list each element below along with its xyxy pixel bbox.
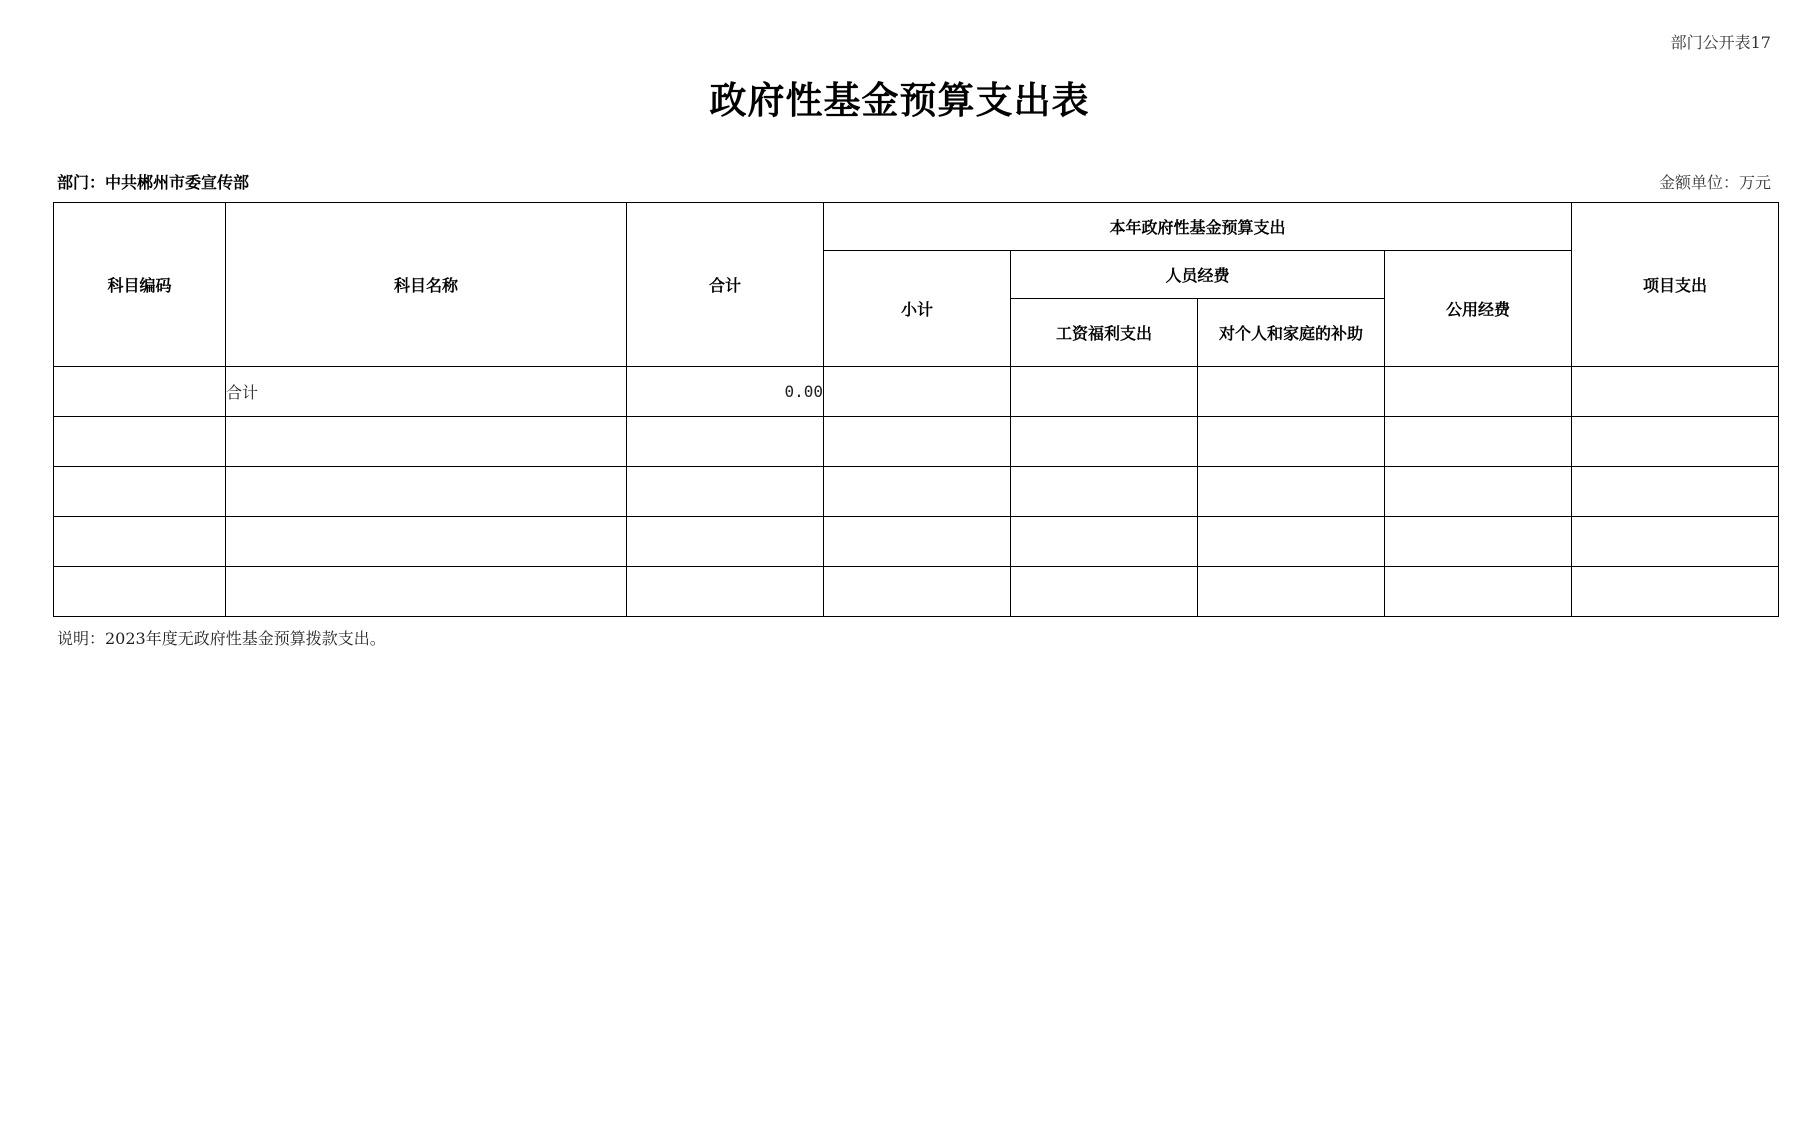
cell-code xyxy=(54,467,226,517)
cell-project xyxy=(1572,567,1779,617)
cell-subsidy xyxy=(1198,417,1385,467)
table-row xyxy=(54,367,1779,417)
cell-subtotal xyxy=(824,417,1011,467)
cell-salary xyxy=(1011,567,1198,617)
page-title: 政府性基金预算支出表 xyxy=(709,78,1090,122)
cell-project xyxy=(1572,467,1779,517)
cell-total xyxy=(627,567,824,617)
header-subtotal: 小计 xyxy=(824,251,1011,367)
header-public-expenses: 公用经费 xyxy=(1385,251,1572,367)
table-row xyxy=(54,417,1779,467)
cell-public xyxy=(1385,567,1572,617)
cell-public xyxy=(1385,367,1572,417)
budget-expenditure-table xyxy=(53,202,1779,617)
cell-total xyxy=(627,467,824,517)
cell-name xyxy=(226,517,627,567)
amount-unit-label: 金额单位：万元 xyxy=(1658,173,1771,192)
cell-public xyxy=(1385,417,1572,467)
footnote: 说明：2023年度无政府性基金预算拨款支出。 xyxy=(57,629,386,648)
cell-project xyxy=(1572,367,1779,417)
header-personnel-expenses: 人员经费 xyxy=(1011,251,1385,299)
cell-name xyxy=(226,567,627,617)
cell-salary xyxy=(1011,517,1198,567)
cell-subsidy xyxy=(1198,467,1385,517)
department-label: 部门：中共郴州市委宣传部 xyxy=(57,173,250,192)
cell-project xyxy=(1572,517,1779,567)
cell-subtotal xyxy=(824,467,1011,517)
cell-salary xyxy=(1011,417,1198,467)
header-current-year-expenditure: 本年政府性基金预算支出 xyxy=(824,203,1572,251)
cell-name xyxy=(226,467,627,517)
cell-total xyxy=(627,517,824,567)
header-project-expenditure: 项目支出 xyxy=(1572,203,1779,367)
header-household-subsidy: 对个人和家庭的补助 xyxy=(1198,299,1385,367)
table-row xyxy=(54,567,1779,617)
cell-subtotal xyxy=(824,567,1011,617)
cell-subsidy xyxy=(1198,567,1385,617)
cell-subtotal xyxy=(824,517,1011,567)
cell-name xyxy=(226,417,627,467)
cell-code xyxy=(54,367,226,417)
cell-project xyxy=(1572,417,1779,467)
cell-total xyxy=(627,417,824,467)
cell-name: 合计 xyxy=(226,367,627,417)
cell-total: 0.00 xyxy=(627,367,824,417)
cell-code xyxy=(54,517,226,567)
cell-code xyxy=(54,417,226,467)
cell-code xyxy=(54,567,226,617)
header-total: 合计 xyxy=(627,203,824,367)
table-row xyxy=(54,467,1779,517)
cell-salary xyxy=(1011,467,1198,517)
cell-public xyxy=(1385,517,1572,567)
table-row xyxy=(54,517,1779,567)
header-subject-name: 科目名称 xyxy=(226,203,627,367)
table-number: 部门公开表17 xyxy=(1670,33,1771,52)
header-subject-code: 科目编码 xyxy=(54,203,226,367)
cell-subsidy xyxy=(1198,367,1385,417)
cell-salary xyxy=(1011,367,1198,417)
cell-public xyxy=(1385,467,1572,517)
header-salary-welfare: 工资福利支出 xyxy=(1011,299,1198,367)
cell-subsidy xyxy=(1198,517,1385,567)
cell-subtotal xyxy=(824,367,1011,417)
